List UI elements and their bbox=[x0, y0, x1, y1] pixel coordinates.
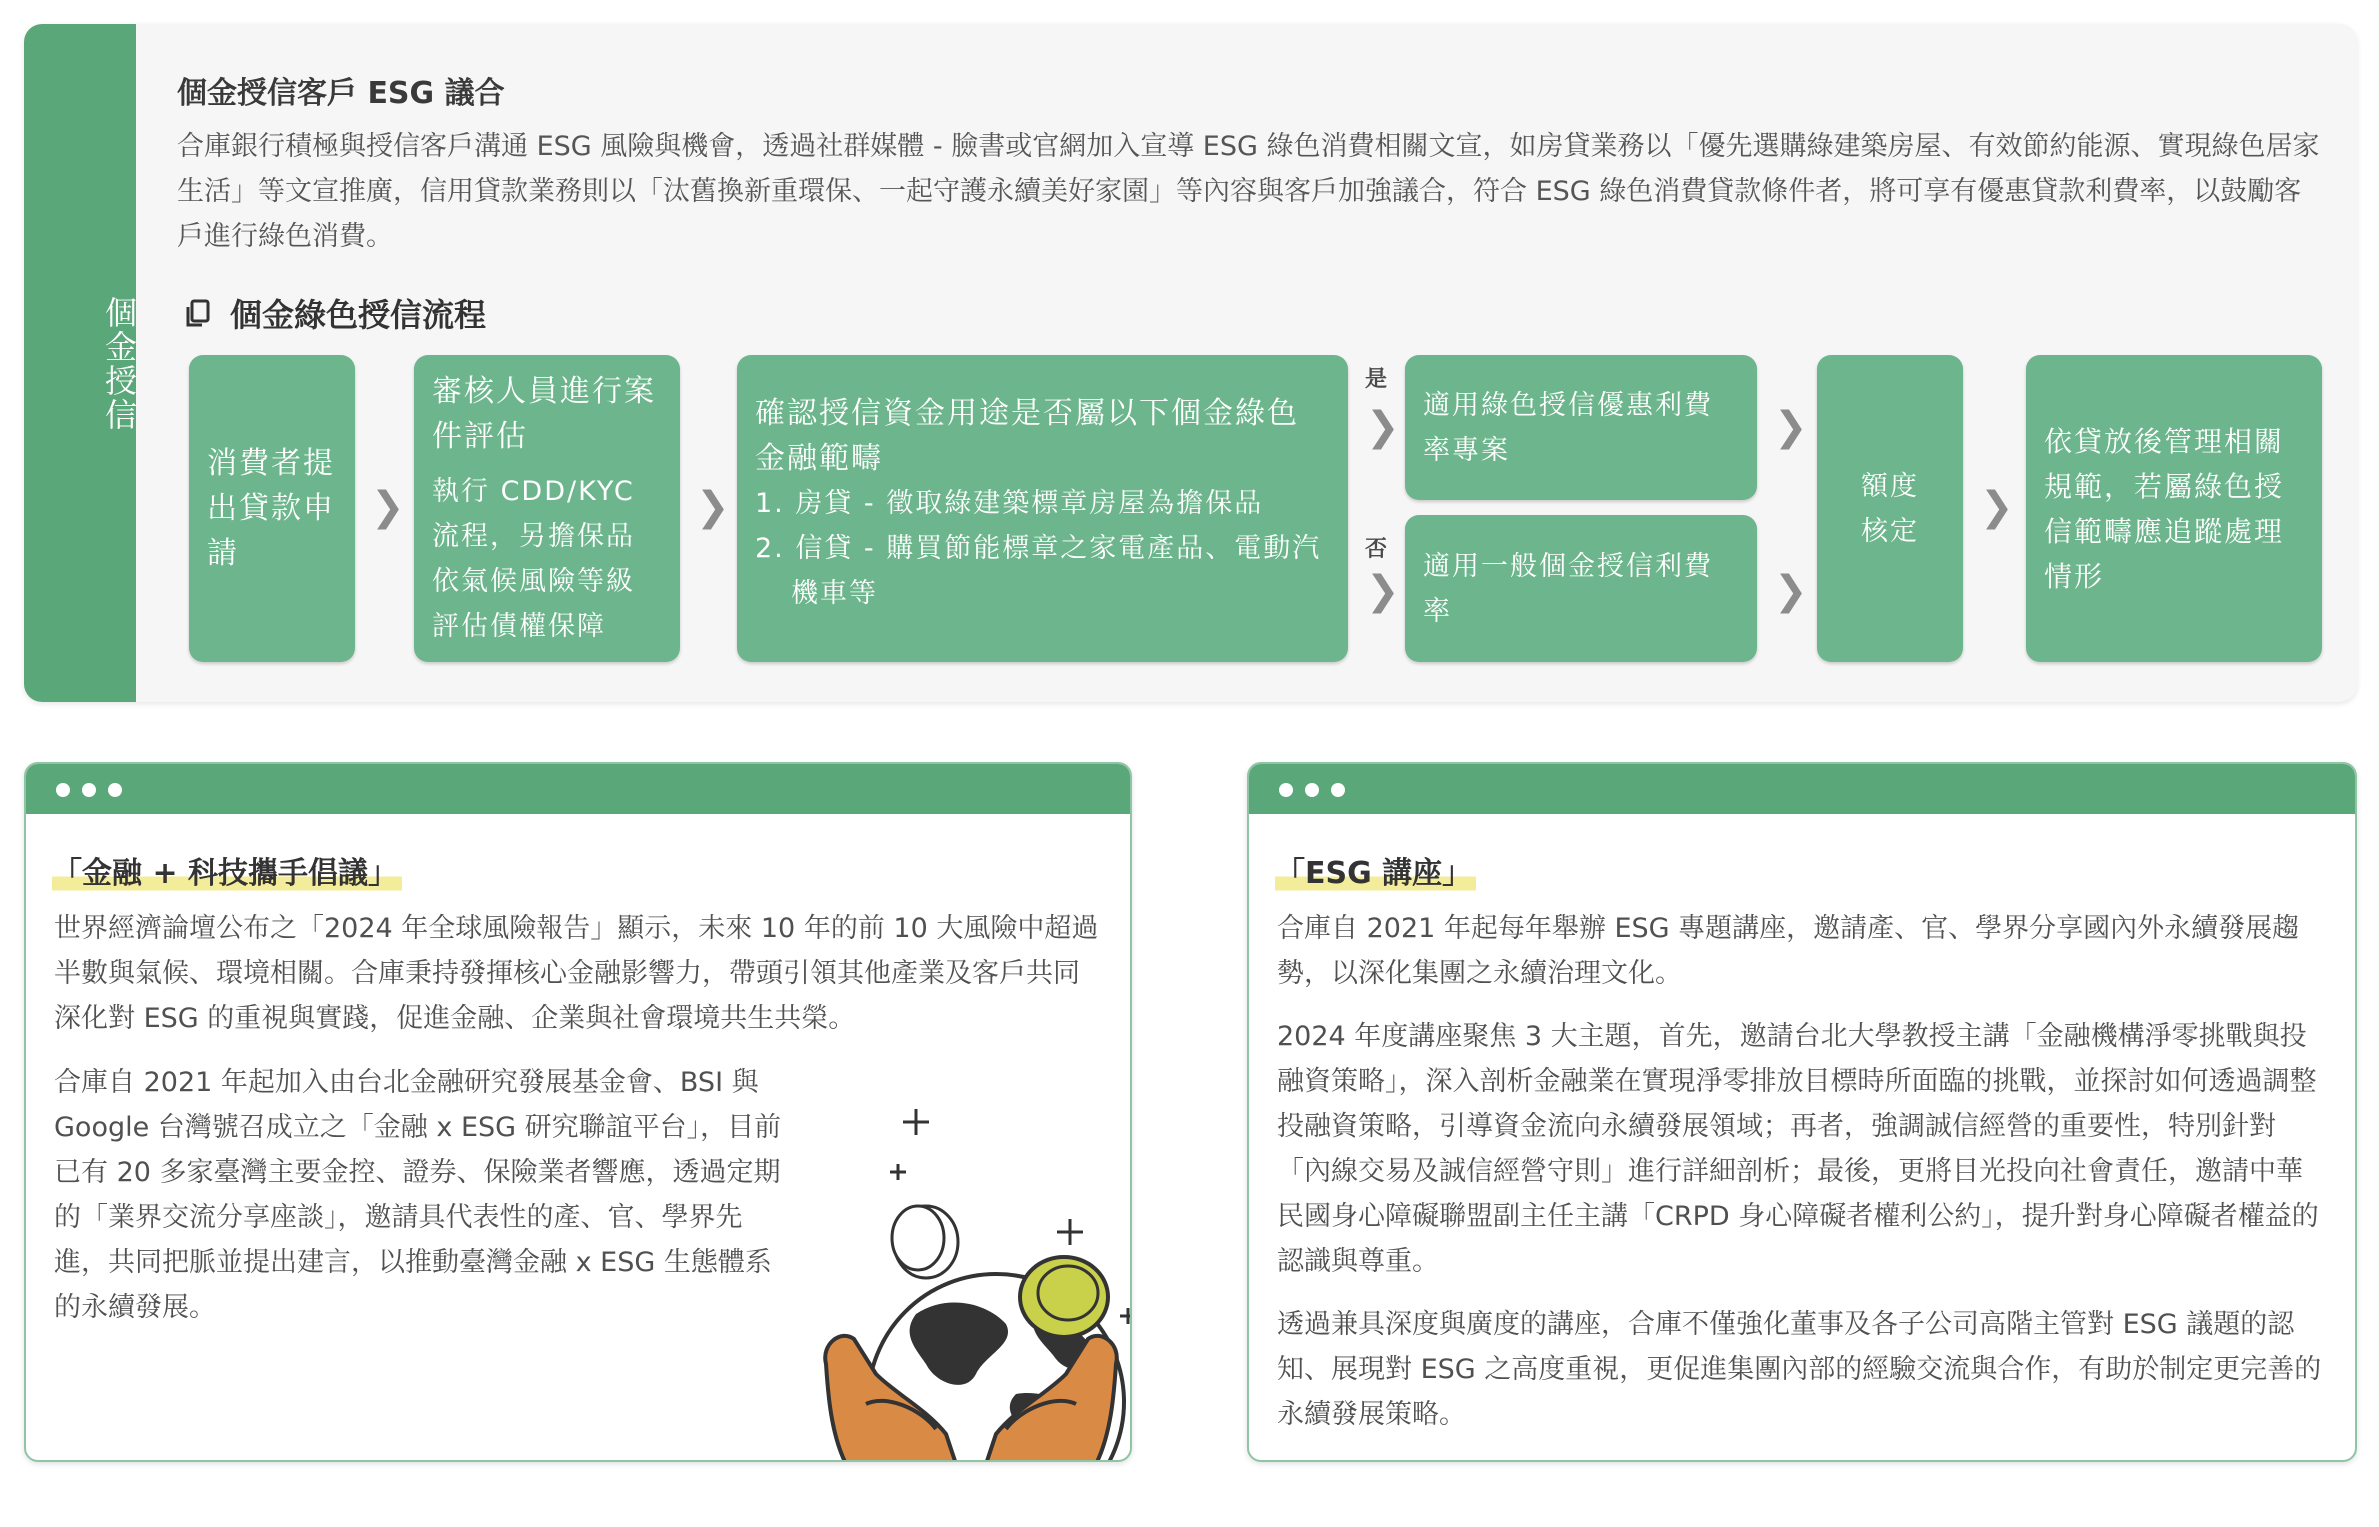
flow-step-confirm-title: 確認授信資金用途是否屬以下個金綠色金融範疇 bbox=[755, 396, 1299, 476]
coin-outline-icon bbox=[892, 1206, 958, 1278]
flow-step-apply-label: 消費者提出貸款申請 bbox=[207, 446, 335, 571]
gold-coin-icon bbox=[1020, 1257, 1108, 1337]
card-paragraph: 合庫自 2021 年起加入由台北金融研究發展基金會、BSI 與 Google 台灣號召成立之「金融 x ESG 研究聯誼平台」，目前已有 20 多家臺灣主要金控、證券、保險業者響應，透過定期的「業界交流分享座談」，邀請具代表性的產、官、學界先進，共同把脈並提出建言，以推動臺灣金融 x ESG 生態體系的永續發展。 bbox=[54, 1067, 782, 1323]
window-dot-icon bbox=[56, 783, 70, 797]
flow-title-row bbox=[182, 290, 486, 336]
arrow-icon: ❯ bbox=[1774, 568, 1808, 614]
arrow-icon: ❯ bbox=[696, 484, 730, 530]
flow-general-rate-label: 適用一般個金授信利費率 bbox=[1423, 550, 1713, 627]
card-header-bar bbox=[1249, 764, 2355, 814]
hands-holding-globe-illustration bbox=[806, 1044, 1132, 1462]
flow-general-rate-box bbox=[1405, 515, 1757, 662]
arrow-icon: ❯ bbox=[1366, 404, 1400, 450]
section-body-text: 合庫銀行積極與授信客戶溝通 ESG 風險與機會，透過社群媒體 - 臉書或官網加入宣導 ESG 綠色消費相關文宣，如房貸業務以「優先選購綠建築房屋、有效節約能源、實現綠色居家生活」等文宣推廣，信用貸款業務則以「汰舊換新重環保、一起守護永續美好家園」等內容與客戶加強議合，符合 ESG 綠色消費貸款條件者，將可享有優惠貸款利費率，以鼓勵客戶進行綠色消費。 bbox=[177, 131, 2320, 252]
flow-step-confirm-item-mortgage: 1. 房貸 - 徵取綠建築標章房屋為擔保品 bbox=[755, 488, 1264, 519]
esg-lecture-card bbox=[1247, 762, 2357, 1462]
flow-title: 個金綠色授信流程 bbox=[230, 296, 487, 334]
flow-step-approve-limit bbox=[1817, 355, 1963, 662]
card-paragraph: 合庫自 2021 年起每年舉辦 ESG 專題講座，邀請產、官、學界分享國內外永續發展趨勢，以深化集團之永續治理文化。 bbox=[1277, 913, 2300, 989]
flow-step-confirm-item-credit: 2. 信貸 - 購買節能標章之家電產品、電動汽機車等 bbox=[755, 533, 1322, 609]
window-dot-icon bbox=[1305, 783, 1319, 797]
card-paragraph: 世界經濟論壇公布之「2024 年全球風險報告」顯示，未來 10 年的前 10 大風險中超過半數與氣候、環境相關。合庫秉持發揮核心金融影響力，帶頭引領其他產業及客戶共同深化對 ESG 的重視與實踐，促進金融、企業與社會環境共生共榮。 bbox=[54, 913, 1099, 1034]
document-icon bbox=[182, 296, 216, 330]
window-dot-icon bbox=[1279, 783, 1293, 797]
flow-step-apply bbox=[189, 355, 355, 662]
flow-step-confirm-purpose bbox=[737, 355, 1348, 662]
arrow-icon: ❯ bbox=[1980, 484, 2014, 530]
arrow-icon: ❯ bbox=[1366, 568, 1400, 614]
section-tab-label: 個金授信 bbox=[100, 296, 138, 432]
card-paragraph: 2024 年度講座聚焦 3 大主題，首先，邀請台北大學教授主講「金融機構淨零挑戰與投融資策略」，深入剖析金融業在實現淨零排放目標時所面臨的挑戰，並探討如何透過調整投融資策略，引導資金流向永續發展領域；再者，強調誠信經營的重要性，特別針對「內線交易及誠信經營守則」進行詳細剖析；最後，更將目光投向社會責任，邀請中華民國身心障礙聯盟副主任主講「CRPD 身心障礙者權利公約」，提升對身心障礙者權益的認識與尊重。 bbox=[1277, 1021, 2319, 1277]
flow-step-post-loan-label: 依貸放後管理相關規範，若屬綠色授信範疇應追蹤處理情形 bbox=[2044, 424, 2285, 593]
section-heading: 個金授信客戶 ESG 議合 bbox=[177, 76, 505, 111]
window-dot-icon bbox=[1331, 783, 1345, 797]
flow-step-post-loan bbox=[2026, 355, 2322, 662]
no-label: 否 bbox=[1365, 537, 1388, 562]
yes-label: 是 bbox=[1365, 367, 1388, 392]
flow-step-review bbox=[414, 355, 680, 662]
card-header-bar bbox=[26, 764, 1130, 814]
section-tab bbox=[24, 24, 136, 702]
card-title: 「ESG 講座」 bbox=[1275, 848, 1476, 894]
window-dot-icon bbox=[108, 783, 122, 797]
arrow-icon: ❯ bbox=[371, 484, 405, 530]
flow-green-rate-box bbox=[1405, 355, 1757, 500]
window-dot-icon bbox=[82, 783, 96, 797]
flow-step-approve-label: 額度核定 bbox=[1861, 470, 1919, 547]
fintech-initiative-card bbox=[24, 762, 1132, 1462]
arrow-icon: ❯ bbox=[1774, 404, 1808, 450]
card-paragraph: 透過兼具深度與廣度的講座，合庫不僅強化董事及各子公司高階主管對 ESG 議題的認知、展現對 ESG 之高度重視，更促進集團內部的經驗交流與合作，有助於制定更完善的永續發展策略。 bbox=[1277, 1309, 2322, 1430]
card-title: 「金融 + 科技攜手倡議」 bbox=[52, 848, 402, 894]
green-credit-panel bbox=[24, 24, 2357, 702]
flow-green-rate-label: 適用綠色授信優惠利費率專案 bbox=[1423, 389, 1713, 466]
flow-step-review-title: 審核人員進行案件評估 bbox=[432, 374, 656, 454]
flow-step-review-body: 執行 CDD/KYC 流程，另擔保品依氣候風險等級評估債權保障 bbox=[432, 476, 635, 642]
